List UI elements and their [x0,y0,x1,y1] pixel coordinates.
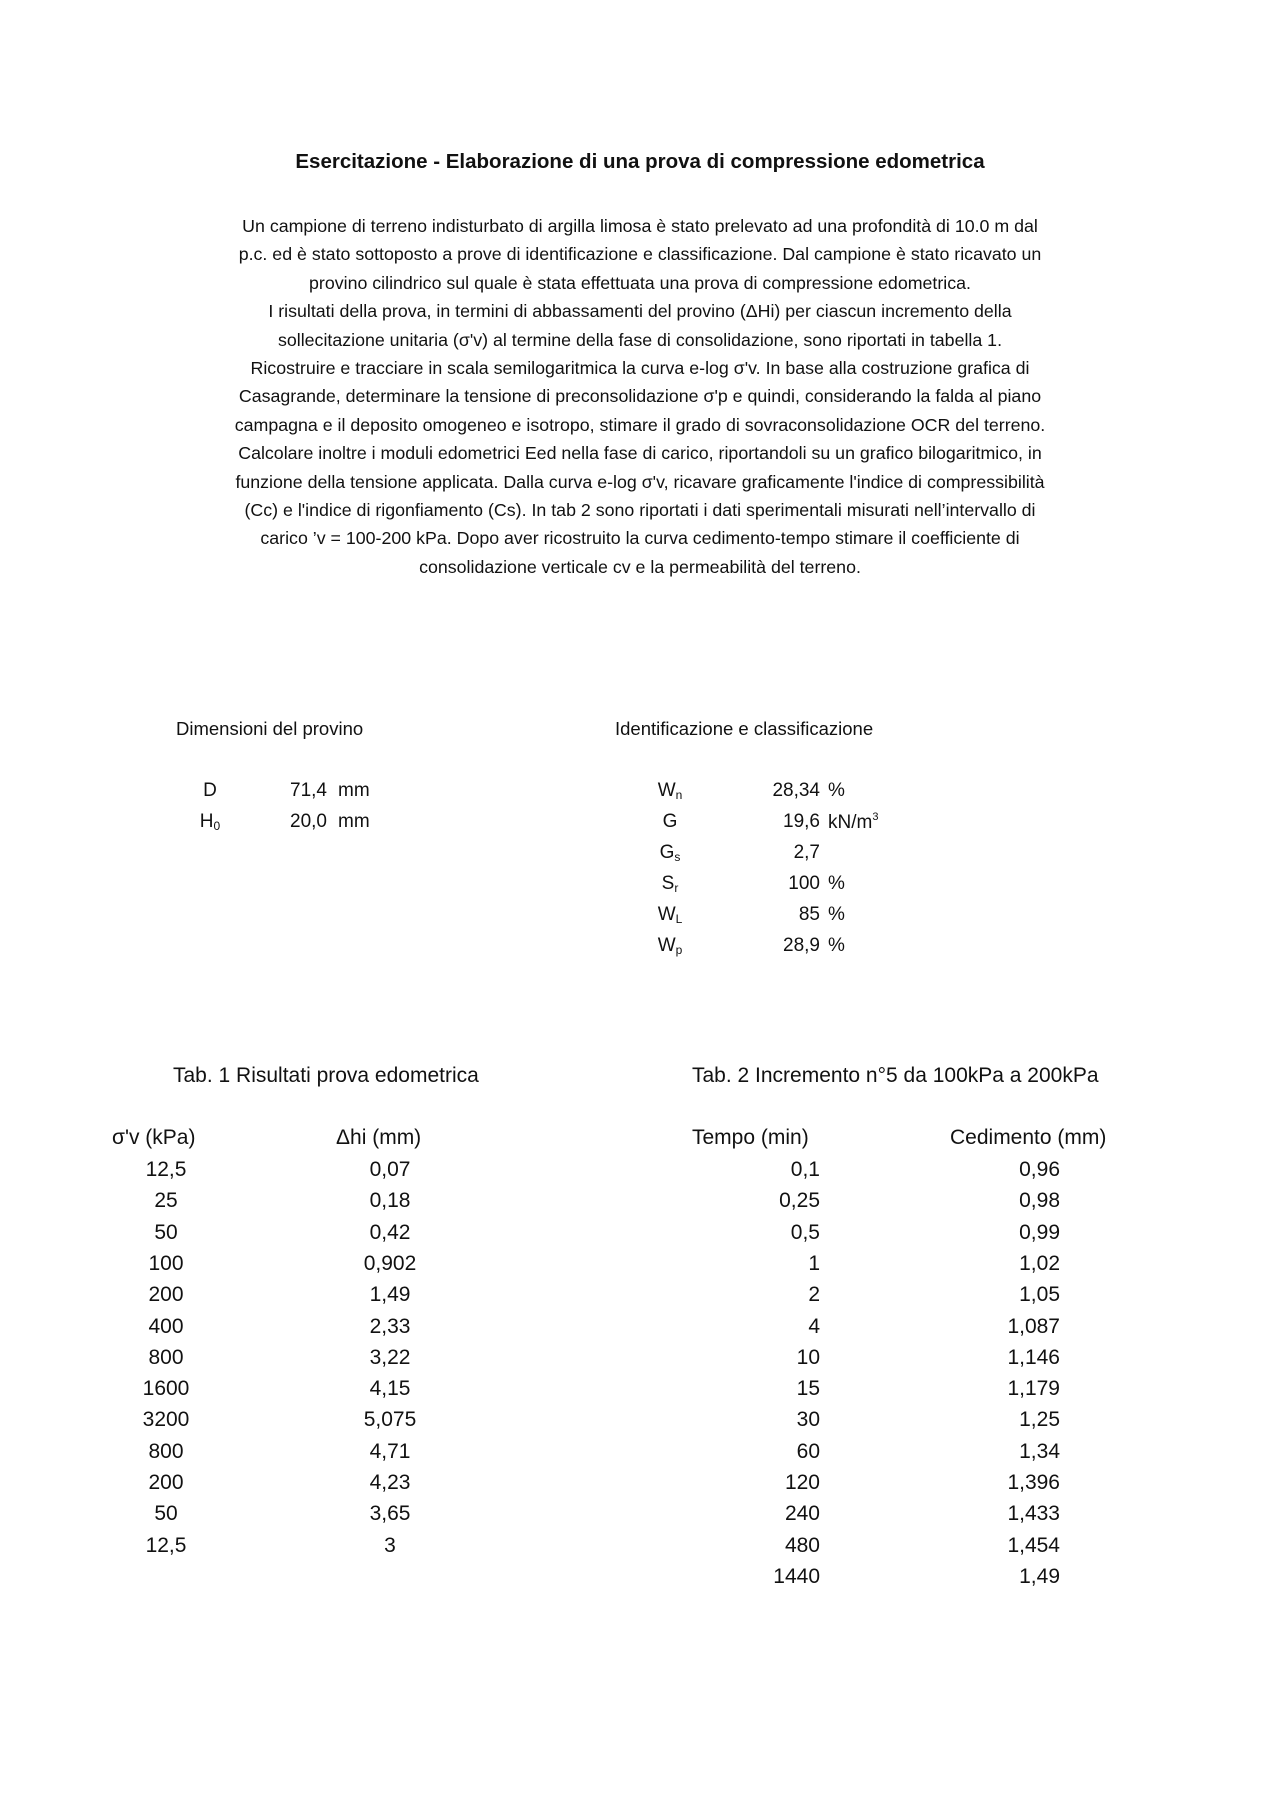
intro-line: Casagrande, determinare la tensione di preconsolidazione σ'p e quindi, considerando la falda al piano [238,386,1042,407]
tab1-settlement-cell: 0,42 [369,1220,411,1244]
tab1-header-settlement: Δhi (mm) [336,1126,422,1149]
tab2-settlement-cell: 1,49 [1019,1564,1060,1588]
intro-line: provino cilindrico sul quale è stata effettuata una prova di compressione edometrica. [309,272,971,293]
tab2-time-cell: 15 [796,1377,820,1401]
tab1-header-stress: σ'v (kPa) [112,1126,196,1149]
dimension-value: 20,0 [290,811,327,832]
tab1-settlement-cell: 2,33 [369,1314,411,1338]
identification-symbol: $W_n$ [657,780,683,802]
intro-line: Ricostruire e tracciare in scala semilogaritmica la curva e-log σ'v. In base alla costruzione grafica di [250,358,1030,379]
tab1-stress-cell: 200 [148,1283,184,1307]
tab1-settlement-cell: 0,902 [363,1251,417,1275]
intro-line: funzione della tensione applicata. Dalla curva e-log σ'v, ricavare graficamente l'indice di compressibilità [235,471,1045,492]
tab1-stress-cell: 12,5 [145,1533,187,1557]
tab2-time-cell: 480 [784,1533,820,1557]
identification-heading: Identificazione e classificazione [615,718,874,739]
identification-symbol: G [662,811,678,832]
tab2-time-cell: 1 [808,1251,820,1275]
identification-unit: % [828,904,845,925]
tab1-stress-cell: 400 [148,1314,184,1338]
tab1-stress-cell: 12,5 [145,1158,187,1181]
tab1-settlement-cell: 1,49 [369,1283,411,1307]
tab2-time-cell: 0,25 [779,1189,820,1213]
tab1-settlement-cell: 5,075 [363,1408,417,1432]
identification-symbol: $W_L$ [657,904,683,926]
identification-value: 28,9 [783,935,820,956]
tab2-settlement-cell: 0,96 [1019,1158,1060,1181]
tab2-settlement-cell: 1,179 [1007,1377,1060,1401]
identification-symbol: $S_r$ [661,873,679,895]
tab1-stress-cell: 200 [148,1471,184,1494]
tab1-stress-cell: 800 [148,1345,184,1369]
tab1-settlement-cell: 0,07 [369,1158,411,1181]
tab2-settlement-cell: 1,02 [1019,1251,1060,1275]
tab2-time-cell: 240 [784,1502,820,1526]
dimension-symbol: $H_0$ [199,811,221,833]
tab1-caption: Tab. 1 Risultati prova edometrica [173,1064,479,1087]
identification-unit: % [828,873,845,894]
intro-line: consolidazione verticale cv e la permeabilità del terreno. [419,556,861,577]
identification-unit: % [828,780,845,801]
tab2-time-cell: 10 [796,1345,820,1369]
tab2-settlement-cell: 1,05 [1019,1283,1060,1307]
identification-value: 19,6 [783,811,820,832]
intro-paragraph [160,212,1120,581]
identification-value: 85 [798,904,820,925]
tab1-settlement-cell: 4,71 [369,1439,411,1463]
identification-symbol: $W_p$ [657,935,683,957]
tab1-stress-cell: 1600 [142,1377,190,1401]
tab2-settlement-cell: 1,25 [1019,1408,1060,1432]
tab1-stress-cell: 25 [154,1189,178,1213]
page-title: Esercitazione - Elaborazione di una prova di compressione edometrica [295,150,985,173]
tab2-time-cell: 30 [796,1408,820,1432]
dimension-unit: mm [338,811,370,832]
tab2-caption: Tab. 2 Incremento n°5 da 100kPa a 200kPa [692,1064,1099,1087]
tab1-settlement-cell: 3 [384,1533,396,1557]
tab2-time-cell: 4 [808,1314,820,1338]
dimension-unit: mm [338,780,370,801]
tab2-settlement-cell: 1,34 [1019,1439,1060,1463]
tab1-settlement-cell: 3,65 [369,1502,411,1526]
dimension-symbol: D [203,780,217,801]
tab1-settlement-cell: 3,22 [369,1345,411,1369]
tab2-time-cell: 120 [784,1471,820,1494]
tab2-settlement-cell: 1,454 [1007,1533,1060,1557]
tab2-time-cell: 60 [796,1439,820,1463]
tab1-settlement-cell: 4,15 [369,1377,411,1401]
intro-line: (Cc) e l'indice di rigonfiamento (Cs). In tab 2 sono riportati i dati sperimentali misurati nell’intervallo di [244,500,1036,521]
tab2-header-settlement: Cedimento (mm) [950,1126,1107,1149]
intro-line: p.c. ed è stato sottoposto a prove di identificazione e classificazione. Dal campione è stato ricavato un [238,244,1042,265]
tab2-settlement-cell: 1,146 [1007,1345,1060,1369]
tab2-settlement-cell: 1,433 [1007,1502,1060,1526]
tab2-settlement-cell: 0,98 [1019,1189,1060,1213]
tab2-time-cell: 0,5 [790,1220,820,1244]
intro-line: Un campione di terreno indisturbato di argilla limosa è stato prelevato ad una profondità di 10.0 m dal [242,216,1038,236]
identification-unit: $kN/m^3$ [828,811,879,833]
tab2-settlement-cell: 1,396 [1007,1471,1060,1494]
intro-line: sollecitazione unitaria (σ'v) al termine della fase di consolidazione, sono riportati in tabella 1. [277,329,1003,350]
dimensions-heading: Dimensioni del provino [176,718,364,739]
identification-unit: % [828,935,845,956]
identification-symbol: $G_s$ [659,842,681,864]
tab2-settlement-cell: 1,087 [1007,1314,1060,1338]
tab2-time-cell: 2 [808,1283,820,1307]
tab2-time-cell: 0,1 [790,1158,820,1181]
intro-line: carico ’v = 100-200 kPa. Dopo aver ricostruito la curva cedimento-tempo stimare il coefficiente di [260,528,1020,549]
tab1-settlement-cell: 0,18 [369,1189,411,1213]
tab1-settlement-cell: 4,23 [369,1471,411,1494]
tab1-stress-cell: 50 [154,1220,178,1244]
tab2-time-cell: 1440 [773,1564,820,1588]
identification-value: 2,7 [793,842,820,863]
dimension-value: 71,4 [290,780,327,801]
tab2-header-time: Tempo (min) [692,1126,809,1149]
tab1-stress-cell: 50 [154,1502,178,1526]
tab1-stress-cell: 100 [148,1251,184,1275]
tab1-stress-cell: 800 [148,1439,184,1463]
intro-line: I risultati della prova, in termini di abbassamenti del provino (ΔHi) per ciascun incremento della [268,301,1012,322]
tab2-settlement-cell: 0,99 [1019,1220,1060,1244]
identification-value: 100 [788,873,820,894]
intro-line: campagna e il deposito omogeneo e isotropo, stimare il grado di sovraconsolidazione OCR del terreno. [234,414,1046,435]
identification-value: 28,34 [772,780,820,801]
tab1-stress-cell: 3200 [142,1408,190,1432]
intro-line: Calcolare inoltre i moduli edometrici Eed nella fase di carico, riportandoli su un grafico bilogaritmico, in [238,443,1042,464]
